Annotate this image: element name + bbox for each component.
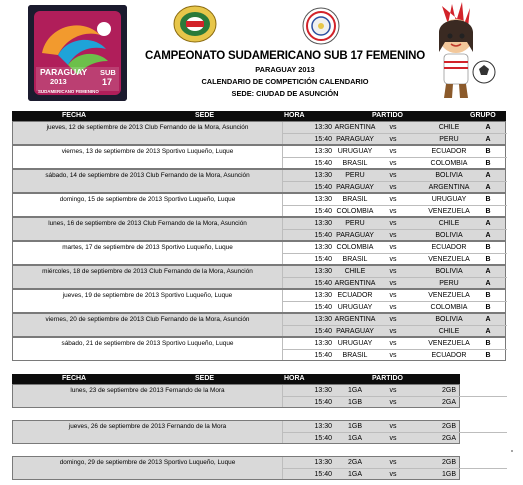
date-venue-cell: sábado, 21 de septiembre de 2013 Sportivo Luqueño, Luque — [61, 340, 234, 347]
home-team: URUGUAY — [337, 340, 373, 347]
date-venue-cell: lunes, 23 de septiembre de 2013 Fernando de la Mora — [70, 387, 225, 394]
match-time: 13:30 — [314, 196, 332, 203]
calendar-heading: CALENDARIO DE COMPETICIÓN CALENDARIO — [201, 77, 369, 86]
away-team: BOLIVIA — [435, 232, 463, 239]
match-time: 13:30 — [314, 220, 332, 227]
away-team: PERU — [439, 280, 459, 287]
stray-mark — [511, 450, 513, 452]
away-team: CHILE — [438, 220, 460, 227]
versus-label: vs — [389, 196, 397, 203]
date-venue-cell: martes, 17 de septiembre de 2013 Sportivo Luqueño, Luque — [62, 244, 233, 251]
schedule-day-block — [12, 193, 506, 217]
federation-emblem — [298, 6, 344, 46]
match-time: 15:40 — [314, 435, 332, 442]
away-team: 2GB — [441, 423, 456, 430]
match-time: 15:40 — [314, 136, 332, 143]
column-header-hora: HORA — [284, 375, 305, 382]
schedule-day-block — [12, 313, 506, 337]
match-row — [13, 290, 505, 302]
home-team: PARAGUAY — [336, 328, 374, 335]
away-team: URUGUAY — [431, 196, 467, 203]
match-row — [13, 194, 505, 206]
versus-label: vs — [389, 304, 397, 311]
match-time: 13:30 — [314, 292, 332, 299]
versus-label: vs — [389, 256, 397, 263]
match-row — [13, 457, 459, 469]
date-venue-cell: jueves, 26 de septiembre de 2013 Fernando de la Mora — [68, 423, 227, 430]
column-header-fecha: FECHA — [62, 112, 87, 119]
versus-label: vs — [389, 328, 397, 335]
home-team: ECUADOR — [337, 292, 373, 299]
schedule-day-block — [12, 241, 506, 265]
away-team: BOLIVIA — [435, 316, 463, 323]
versus-label: vs — [389, 340, 397, 347]
group-letter: A — [485, 184, 491, 191]
group-letter: B — [485, 148, 491, 155]
page-subtitle: PARAGUAY 2013 — [255, 65, 315, 74]
match-row — [13, 397, 459, 409]
date-venue-cell: lunes, 16 de septiembre de 2013 Club Fernando de la Mora, Asunción — [48, 220, 247, 227]
versus-label: vs — [389, 208, 397, 215]
group-letter: A — [485, 172, 491, 179]
versus-label: vs — [389, 124, 397, 131]
versus-label: vs — [389, 292, 397, 299]
match-row — [13, 242, 505, 254]
versus-label: vs — [389, 280, 397, 287]
home-team: PARAGUAY — [336, 184, 374, 191]
table-header — [12, 111, 506, 121]
match-time: 15:40 — [314, 256, 332, 263]
date-venue-cell: viernes, 13 de septiembre de 2013 Sportivo Luqueño, Luque — [61, 148, 234, 155]
versus-label: vs — [389, 399, 397, 406]
group-letter: A — [485, 316, 491, 323]
group-letter: A — [485, 220, 491, 227]
schedule-day-block — [12, 217, 506, 241]
away-team: VENEZUELA — [428, 208, 470, 215]
away-team: PERU — [439, 136, 459, 143]
match-row — [13, 122, 505, 134]
away-team: CHILE — [438, 124, 460, 131]
logo-text-country: PARAGUAY — [40, 67, 88, 77]
schedule-day-block — [12, 337, 506, 361]
away-team: ECUADOR — [431, 352, 467, 359]
away-team: BOLIVIA — [435, 172, 463, 179]
versus-label: vs — [389, 268, 397, 275]
logo-text-banner: SUDAMERICANO FEMENINO — [38, 89, 99, 94]
away-team: 2GB — [441, 459, 456, 466]
schedule-day-block — [12, 420, 460, 444]
venue-heading: SEDE: CIUDAD DE ASUNCIÓN — [231, 89, 339, 98]
date-venue-cell: viernes, 20 de septiembre de 2013 Club Fernando de la Mora, Asunción — [45, 316, 250, 323]
home-team: ARGENTINA — [334, 280, 376, 287]
match-row — [13, 350, 505, 362]
logo-text-year: 2013 — [50, 77, 67, 86]
versus-label: vs — [389, 148, 397, 155]
match-time: 15:40 — [314, 280, 332, 287]
confederation-emblem — [172, 4, 218, 44]
group-letter: B — [485, 244, 491, 251]
group-stage-table — [12, 111, 506, 361]
versus-label: vs — [389, 316, 397, 323]
column-header-hora: HORA — [284, 112, 305, 119]
home-team: 1GA — [347, 387, 362, 394]
home-team: BRASIL — [342, 352, 368, 359]
match-row — [13, 170, 505, 182]
match-row — [13, 421, 459, 433]
table-body — [12, 384, 460, 480]
group-letter: B — [485, 292, 491, 299]
versus-label: vs — [389, 459, 397, 466]
versus-label: vs — [389, 471, 397, 478]
match-time: 13:30 — [314, 316, 332, 323]
match-time: 13:30 — [314, 124, 332, 131]
column-header-grupo: GRUPO — [470, 112, 496, 119]
home-team: 1GA — [347, 435, 362, 442]
date-venue-cell: sábado, 14 de septiembre de 2013 Club Fernando de la Mora, Asunción — [45, 172, 250, 179]
header-titles — [140, 50, 430, 98]
home-team: PERU — [345, 172, 365, 179]
tournament-logo — [28, 5, 127, 101]
page-title: CAMPEONATO SUDAMERICANO SUB 17 FEMENINO — [145, 50, 425, 62]
versus-label: vs — [389, 244, 397, 251]
table-body — [12, 121, 506, 361]
home-team: 2GA — [347, 459, 362, 466]
home-team: 1GB — [347, 399, 362, 406]
away-team: VENEZUELA — [428, 256, 470, 263]
group-letter: B — [485, 160, 491, 167]
column-header-fecha: FECHA — [62, 375, 87, 382]
schedule-day-block — [12, 121, 506, 145]
match-time: 15:40 — [314, 232, 332, 239]
schedule-day-block — [12, 456, 460, 480]
home-team: 1GB — [347, 423, 362, 430]
home-team: BRASIL — [342, 160, 368, 167]
group-letter: A — [485, 136, 491, 143]
home-team: PERU — [345, 220, 365, 227]
match-row — [13, 433, 459, 445]
home-team: BRASIL — [342, 196, 368, 203]
match-row — [13, 314, 505, 326]
group-letter: B — [485, 340, 491, 347]
away-team: ECUADOR — [431, 148, 467, 155]
match-row — [13, 266, 505, 278]
schedule-day-block — [12, 384, 460, 408]
away-team: VENEZUELA — [428, 340, 470, 347]
date-venue-cell: jueves, 12 de septiembre de 2013 Club Fernando de la Mora, Asunción — [46, 124, 249, 131]
match-time: 13:30 — [314, 172, 332, 179]
group-letter: B — [485, 256, 491, 263]
match-time: 15:40 — [314, 352, 332, 359]
match-time: 13:30 — [314, 244, 332, 251]
match-time: 15:40 — [314, 208, 332, 215]
schedule-day-block — [12, 265, 506, 289]
away-team: 2GA — [441, 399, 456, 406]
column-header-sede: SEDE — [195, 375, 215, 382]
match-time: 15:40 — [314, 184, 332, 191]
group-letter: B — [485, 208, 491, 215]
group-letter: A — [485, 328, 491, 335]
match-row — [13, 218, 505, 230]
date-venue-cell: domingo, 15 de septiembre de 2013 Sportivo Luqueño, Luque — [59, 196, 236, 203]
column-header-sede: SEDE — [195, 112, 215, 119]
away-team: COLOMBIA — [430, 304, 468, 311]
match-time: 13:30 — [314, 387, 332, 394]
match-time: 13:30 — [314, 148, 332, 155]
versus-label: vs — [389, 435, 397, 442]
away-team: 1GB — [441, 471, 456, 478]
away-team: ARGENTINA — [428, 184, 470, 191]
match-time: 13:30 — [314, 459, 332, 466]
versus-label: vs — [389, 387, 397, 394]
away-team: 2GB — [441, 387, 456, 394]
home-team: CHILE — [344, 268, 366, 275]
schedule-day-block — [12, 169, 506, 193]
logo-text-age: 17 — [102, 77, 113, 87]
home-team: COLOMBIA — [336, 208, 374, 215]
match-time: 13:30 — [314, 340, 332, 347]
home-team: ARGENTINA — [334, 316, 376, 323]
versus-label: vs — [389, 184, 397, 191]
away-team: COLOMBIA — [430, 160, 468, 167]
versus-label: vs — [389, 136, 397, 143]
match-time: 13:30 — [314, 423, 332, 430]
away-team: ECUADOR — [431, 244, 467, 251]
group-letter: B — [485, 352, 491, 359]
group-letter: A — [485, 232, 491, 239]
date-venue-cell: jueves, 19 de septiembre de 2013 Sportivo Luqueño, Luque — [62, 292, 233, 299]
home-team: PARAGUAY — [336, 136, 374, 143]
date-venue-cell: domingo, 29 de septiembre de 2013 Sportivo Luqueño, Luque — [59, 459, 236, 466]
home-team: BRASIL — [342, 256, 368, 263]
match-row — [13, 385, 459, 397]
match-row — [13, 338, 505, 350]
group-letter: B — [485, 304, 491, 311]
match-time: 15:40 — [314, 399, 332, 406]
match-row — [13, 146, 505, 158]
match-row — [13, 469, 459, 481]
column-header-partido: PARTIDO — [372, 375, 403, 382]
versus-label: vs — [389, 423, 397, 430]
match-time: 15:40 — [314, 471, 332, 478]
match-time: 13:30 — [314, 268, 332, 275]
away-team: CHILE — [438, 328, 460, 335]
schedule-day-block — [12, 289, 506, 313]
versus-label: vs — [389, 160, 397, 167]
versus-label: vs — [389, 232, 397, 239]
away-team: BOLIVIA — [435, 268, 463, 275]
versus-label: vs — [389, 220, 397, 227]
home-team: URUGUAY — [337, 148, 373, 155]
home-team: URUGUAY — [337, 304, 373, 311]
match-time: 15:40 — [314, 328, 332, 335]
group-letter: A — [485, 280, 491, 287]
group-letter: A — [485, 124, 491, 131]
away-team: VENEZUELA — [428, 292, 470, 299]
schedule-day-block — [12, 145, 506, 169]
column-header-partido: PARTIDO — [372, 112, 403, 119]
home-team: ARGENTINA — [334, 124, 376, 131]
match-time: 15:40 — [314, 160, 332, 167]
logo-text-sub: SUB — [100, 68, 116, 77]
versus-label: vs — [389, 172, 397, 179]
group-letter: A — [485, 268, 491, 275]
table-header — [12, 374, 460, 384]
away-team: 2GA — [441, 435, 456, 442]
match-time: 15:40 — [314, 304, 332, 311]
home-team: 1GA — [347, 471, 362, 478]
home-team: PARAGUAY — [336, 232, 374, 239]
date-venue-cell: miércoles, 18 de septiembre de 2013 Club Fernando de la Mora, Asunción — [42, 268, 253, 275]
home-team: COLOMBIA — [336, 244, 374, 251]
mascot-illustration — [420, 2, 500, 106]
final-stage-table — [12, 374, 460, 480]
versus-label: vs — [389, 352, 397, 359]
group-letter: B — [485, 196, 491, 203]
